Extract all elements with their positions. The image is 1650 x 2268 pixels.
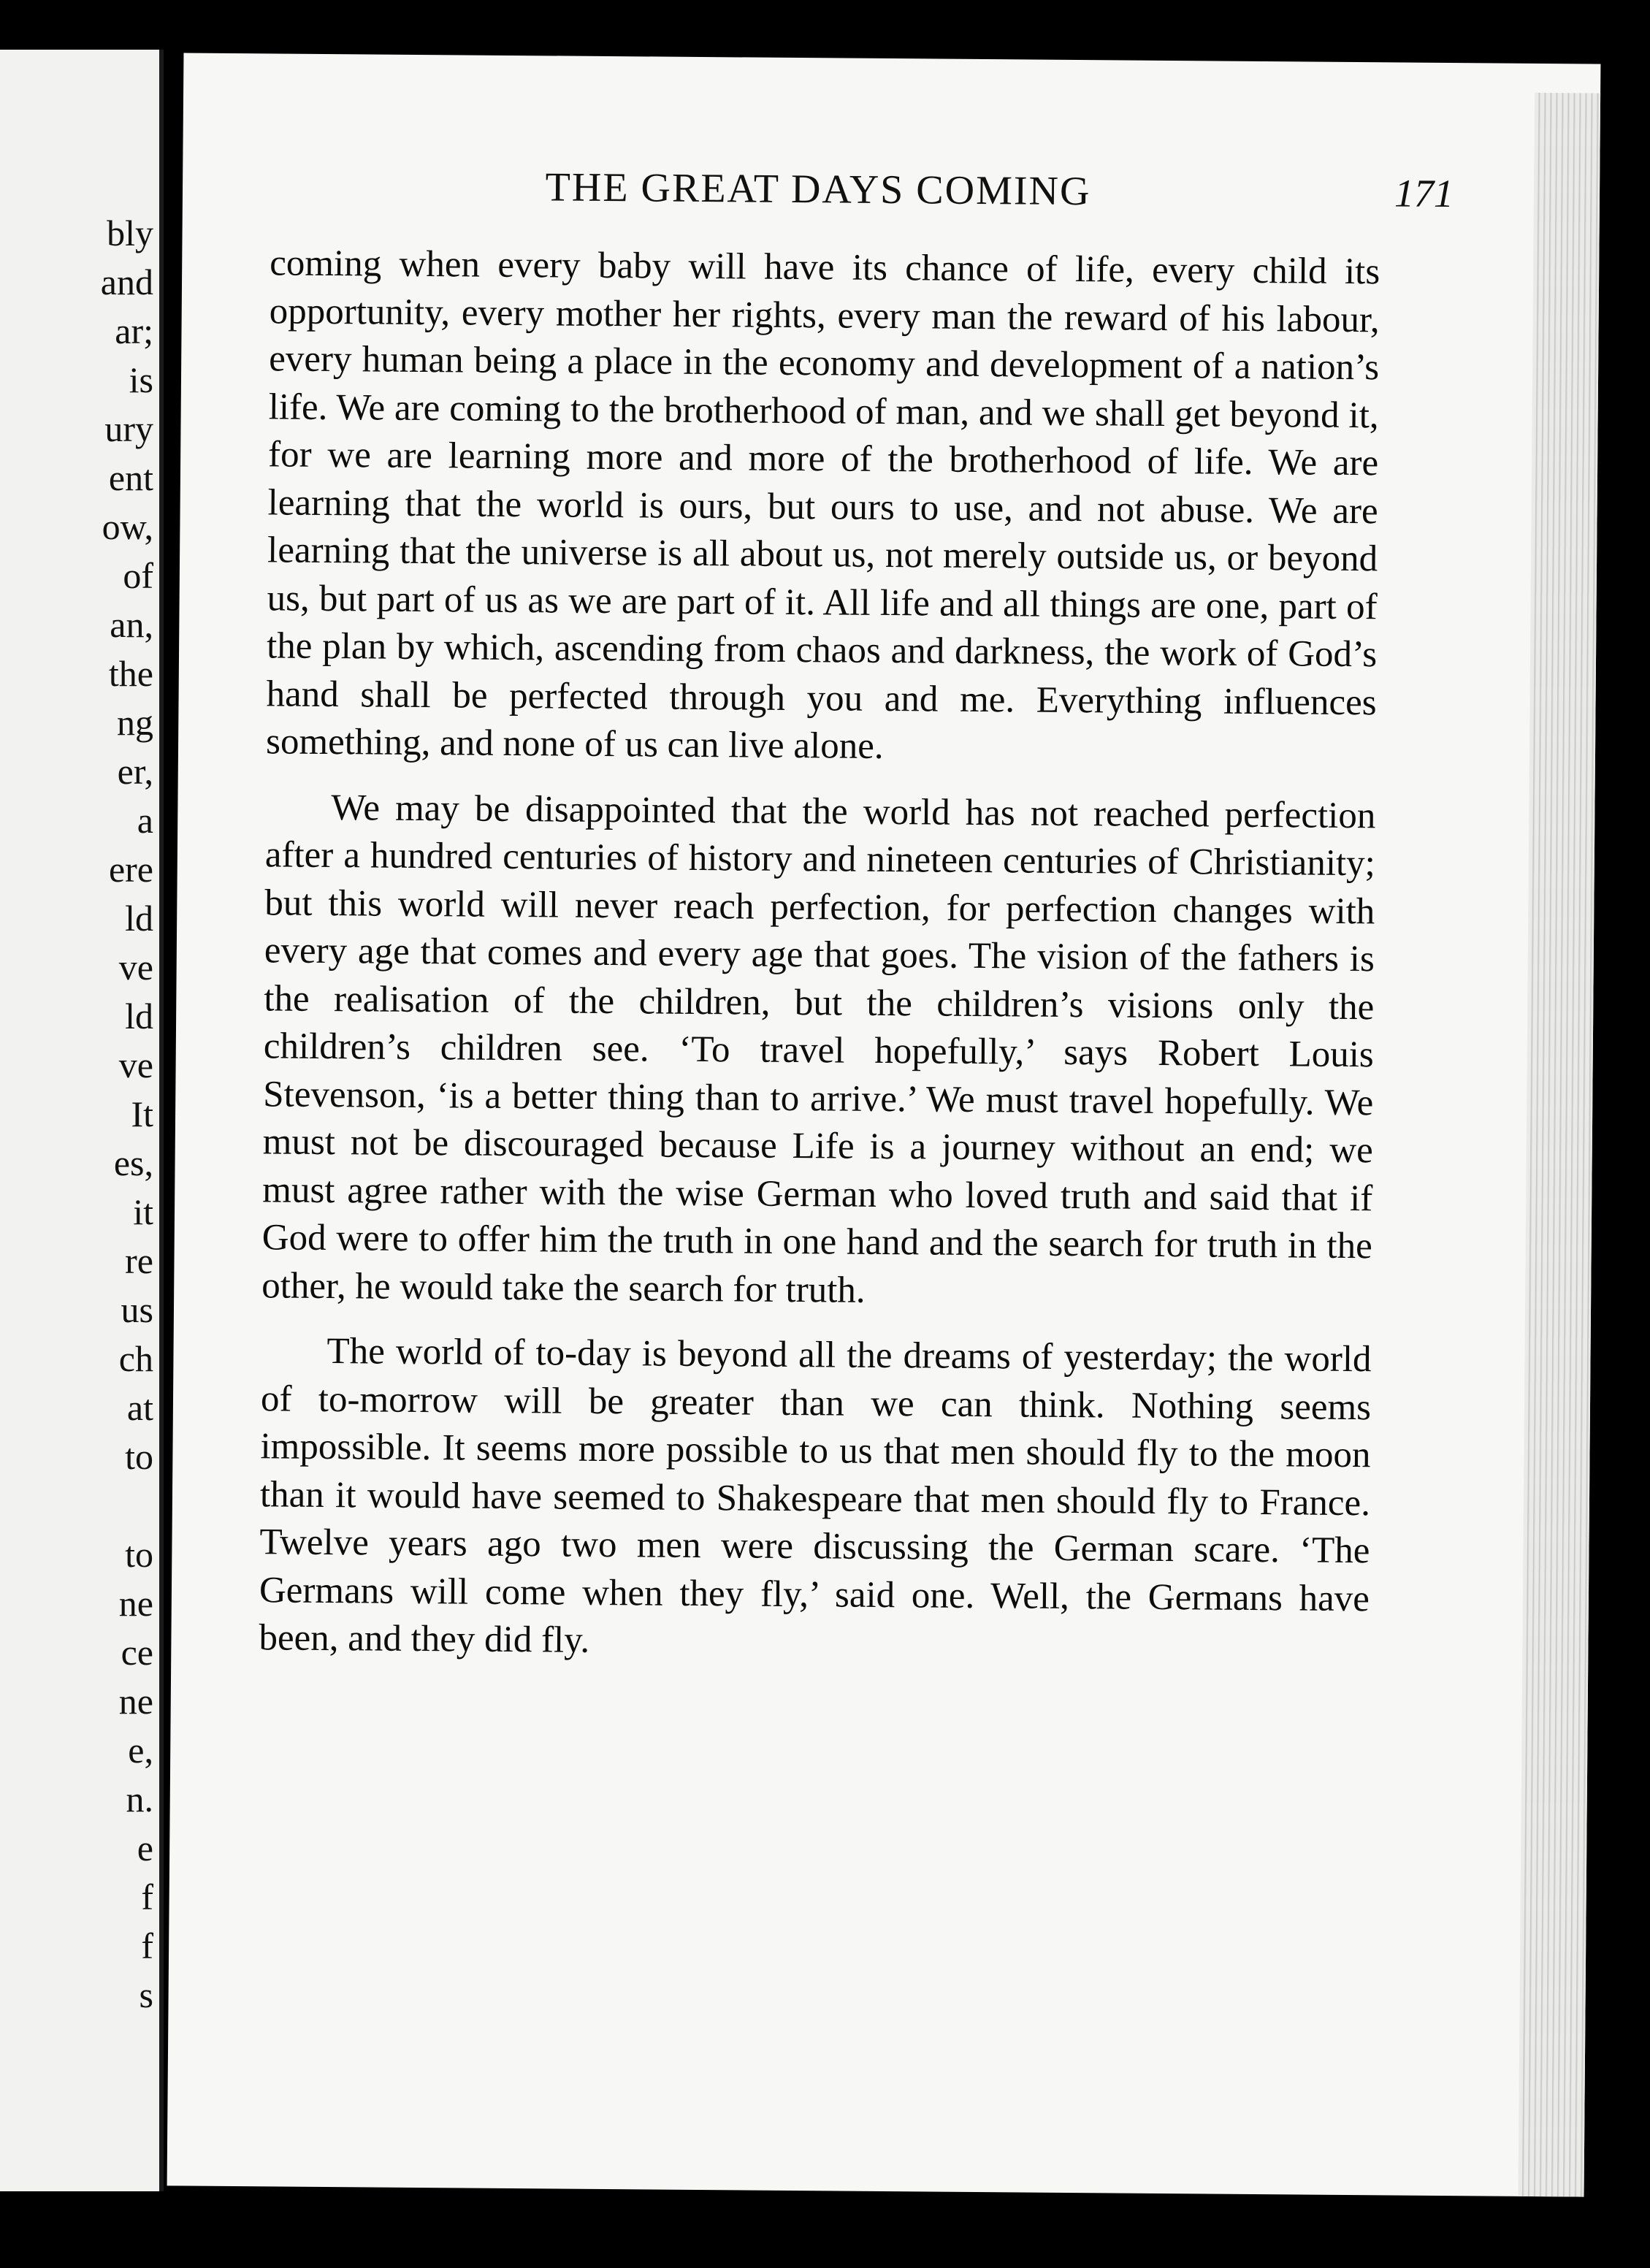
line-ending: ld — [125, 898, 153, 939]
line-ending: is — [129, 359, 153, 400]
line-ending: ent — [108, 457, 153, 498]
page-edge-stack — [1519, 93, 1601, 2197]
line-ending: at — [126, 1387, 153, 1428]
book-page — [167, 53, 1601, 2196]
line-ending: of — [123, 555, 153, 596]
line-ending: f — [141, 1876, 153, 1917]
line-ending: ar; — [115, 310, 153, 351]
line-ending: ce — [121, 1632, 153, 1673]
line-ending: e — [137, 1828, 153, 1868]
previous-page-line-endings — [7, 209, 153, 2020]
line-ending: and — [100, 261, 153, 302]
line-ending: ere — [108, 849, 153, 890]
line-ending: ne — [118, 1583, 153, 1624]
page-number: 171 — [1394, 171, 1454, 216]
line-ending: f — [141, 1925, 153, 1966]
line-ending — [7, 1481, 153, 1530]
paragraph: We may be disappointed that the world has not reached perfection after a hundred centuries of history and nineteen centuries of Christianity; but this world will never reach perfection, for perfection changes with every age that comes and every age that goes. The vision of the fathers is the realisation of the children, but the children’s visions only the children’s children see. ‘To travel hopefully,’ says Robert Louis Stevenson, ‘is a better thing than to arrive.’ We must travel hopefully. We must not be discouraged because Life is a journey without an end; we must agree rather with the wise German who loved truth and said that if God were to offer him the truth in one hand and the search for truth in the other, he would take the search for truth. — [261, 787, 1376, 1311]
line-ending: to — [125, 1436, 153, 1477]
line-ending: s — [139, 1974, 153, 2015]
line-ending: it — [133, 1191, 153, 1232]
line-ending: ve — [118, 947, 153, 988]
page-header — [270, 161, 1468, 222]
page-body — [259, 240, 1380, 1688]
line-ending: a — [137, 800, 153, 841]
line-ending: ng — [117, 702, 153, 743]
line-ending: us — [121, 1289, 153, 1330]
line-ending: es, — [113, 1142, 153, 1183]
line-ending: n. — [126, 1779, 153, 1820]
line-ending: ld — [125, 996, 153, 1036]
line-ending: er, — [117, 751, 153, 792]
line-ending: ow, — [102, 506, 153, 547]
line-ending: It — [131, 1093, 153, 1134]
previous-page-margin — [0, 50, 164, 2191]
line-ending: ch — [118, 1338, 153, 1379]
line-ending: an, — [110, 604, 153, 645]
line-ending: ne — [118, 1681, 153, 1722]
line-ending: ve — [118, 1045, 153, 1085]
line-ending: re — [125, 1240, 153, 1281]
running-title: THE GREAT DAYS COMING — [545, 164, 1091, 215]
line-ending: ury — [104, 408, 153, 449]
line-ending: the — [108, 653, 153, 694]
line-ending: e, — [128, 1730, 153, 1771]
line-ending: bly — [107, 213, 153, 253]
paragraph: coming when every baby will have its chance of life, every child its opportunity, every mother her rights, every man the reward of his labour, every human being a place in the economy and development of a nation’s life. We are coming to the brotherhood of man, and we shall get beyond it, for we are learning more and more of the brotherhood of life. We are learning that the world is ours, but ours to use, and not abuse. We are learning that the universe is all about us, not merely outside us, or beyond us, but part of us as we are part of it. All life and all things are one, part of the plan by which, ascending from chaos and darkness, the work of God’s hand shall be perfected through you and me. Everything influences something, and none of us can live alone. — [265, 243, 1380, 767]
line-ending: to — [125, 1534, 153, 1575]
paragraph: The world of to-day is beyond all the dreams of yesterday; the world of to-morrow will be greater than we can think. Nothing seems impossible. It seems more possible to us that men should fly to the moon than it would have seemed to Shakespeare that men should fly to France. Twelve years ago two men were discussing the German scare. ‘The Germans will come when they fly,’ said one. Well, the Germans have been, and they did fly. — [259, 1331, 1372, 1661]
